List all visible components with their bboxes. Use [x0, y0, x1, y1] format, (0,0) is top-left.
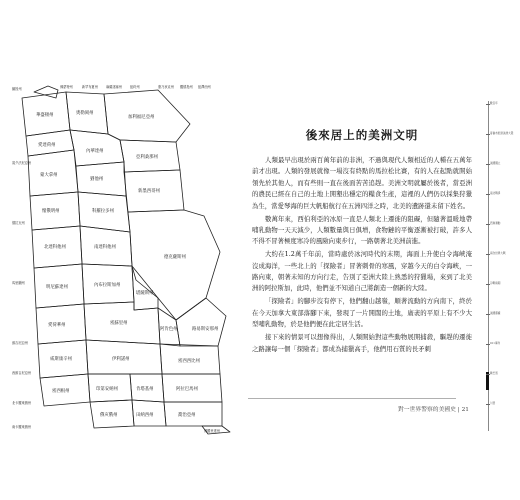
state-label-nd: 北達科他州: [44, 245, 66, 250]
state-label-mn: 明尼蘇達州: [46, 285, 68, 290]
state-label-nh: 新罕布夏州: [82, 85, 98, 89]
timeline-item: 西進運動: [490, 222, 501, 225]
timeline-item: 川普: [490, 402, 496, 405]
state-label-ri: 羅德島州: [180, 85, 193, 89]
state-label-nj: 紐澤西州: [198, 85, 211, 89]
state-label-sd: 南達科他州: [94, 245, 116, 250]
state-label-ca: 加利福尼亞州: [128, 115, 155, 120]
state-label-fl: 佛羅里達州: [204, 429, 220, 433]
state-label-ia: 愛荷華州: [48, 323, 66, 328]
state-label-nc: 北卡羅來納州: [12, 401, 32, 405]
timeline-current-marker: [486, 372, 489, 390]
state-label-me: 緬因州: [12, 87, 22, 91]
timeline-item: 哥倫布抵達美洲大陸: [490, 132, 514, 135]
timeline-item: 南北戰爭: [490, 192, 501, 195]
state-label-mt: 蒙大拿州: [40, 173, 58, 178]
state-label-de: 德拉瓦州: [12, 221, 25, 225]
state-label-ut: 猶他州: [90, 177, 104, 182]
timeline-item: 數百年: [490, 102, 498, 105]
state-label-ks: 堪薩斯州: [136, 291, 154, 296]
state-label-sc: 南卡羅來納州: [12, 425, 32, 429]
state-label-nv: 內華達州: [86, 149, 104, 154]
state-label-ga: 喬治亞州: [178, 413, 196, 418]
state-label-tx: 德克薩斯州: [164, 255, 186, 260]
paragraph: 大約在1.2萬千年前，當時處於冰河時代的末期，海面上升使白令海峽淹沒成海洋，一些北上的「探險者」冒著刺骨的寒風，穿越今天的白令海峽，一路向東，朝著未知的方向行走，告別了亞洲大陸上熟悉的狩獵場，來到了北美洲的阿拉斯加，此時，他們並不知道自己將創造一個新的大陸。: [252, 250, 472, 293]
footer-rule: [248, 398, 456, 399]
state-label-la: 路易斯安那州: [192, 327, 219, 332]
state-label-co: 科羅拉多州: [92, 209, 114, 214]
state-la-shape: [176, 298, 226, 346]
state-label-in: 印第安納州: [96, 387, 118, 392]
state-label-wi: 威斯康辛州: [50, 357, 72, 362]
state-ks-shape: [132, 266, 158, 310]
state-label-tn: 田納西州: [136, 413, 154, 418]
body-text: [252, 155, 472, 356]
state-label-wv: 西維吉尼亞州: [12, 371, 32, 375]
paragraph: 「探險者」的腳步沒有停下，他們翻山越嶺，順著流動的方向南下，終於在今天加拿大東部落腳下來，發現了一片開闊的土地，廣袤的平原上有不少大型哺乳動物，於是他們便在此定居生活。: [252, 297, 472, 329]
state-label-ma: 麻薩諸塞州: [106, 85, 122, 89]
timeline-item: 美國霸權: [490, 312, 501, 315]
us-states-map: [8, 84, 240, 436]
state-label-ky: 肯塔基州: [136, 387, 154, 392]
timeline-item: 冷戰時期: [490, 282, 501, 285]
state-tx-shape: [128, 210, 220, 320]
state-label-ar: 阿肯色州: [160, 327, 178, 332]
state-label-id: 愛達荷州: [38, 143, 56, 148]
state-label-mo: 密蘇里州: [110, 321, 128, 326]
timeline-item: 兩次世界大戰: [490, 252, 506, 255]
state-label-al: 阿拉巴馬州: [176, 387, 198, 392]
state-label-wy: 懷俄明州: [42, 209, 60, 214]
page-footer: 對一世界警察的美國史 | 21: [398, 407, 469, 413]
state-label-wa: 華盛頓州: [36, 113, 54, 118]
page-title: 後來居上的美洲文明: [305, 128, 419, 142]
state-label-mi: 密西根州: [52, 389, 70, 394]
state-label-ct: 康乃狄克州: [158, 85, 174, 89]
state-label-oh: 俄亥俄州: [100, 413, 118, 418]
state-label-ne: 內布拉斯加州: [94, 283, 121, 288]
state-label-va: 維吉尼亞州: [12, 341, 28, 345]
state-label-ms: 密西西比州: [178, 359, 200, 364]
paragraph: 數萬年來，西伯利亞的冰原一直是人類北上遷徙的阻礙，但隨著溫暖地帶哺乳動物一天天減少，人類數量與日俱增，食物鏈的平衡逐漸被打破，許多人不得不冒著極度寒冷的風險向東步行，一路朝著北美洲前進。: [252, 214, 472, 246]
timeline-item: 歐巴馬: [490, 372, 498, 375]
paragraph: 接下來的情景可以想像得出，人類開始對這些動物展開捕殺，驅趕的遷徙之路讓每一個「探險者」都成為捕獵高手，他們用石質的長矛刺: [252, 333, 472, 353]
state-label-az: 亞利桑那州: [136, 155, 158, 160]
timeline-item: 美國獨立: [490, 162, 501, 165]
state-label-pa: 賓夕法尼亞州: [12, 161, 32, 165]
state-label-ny: 紐約州: [130, 85, 140, 89]
paragraph: 人類最早出現於兩百萬年前的非洲，不過與現代人類相近的人種在五萬年前才出現。人類的發展就像一場沒有終點的馬拉松比賽，有的人在起點就開始領先於其他人，而有些則一直在後面苦苦追趕。美洲文明就屬於後者，當亞洲的農民已經在自己的土地上開墾出穩定的糧食生產，這裡的人們仍以採集狩獵為生，當愛琴海的巨大帆船航行在五洲四洋之時，北美的遺跡還未留下姓名。: [252, 156, 472, 210]
timeline-item: 911事件: [490, 342, 501, 345]
state-label-or: 奧勒岡州: [76, 111, 94, 116]
state-label-vt: 佛蒙特州: [60, 85, 73, 89]
state-label-md: 馬里蘭州: [12, 281, 25, 285]
state-label-nm: 新墨西哥州: [138, 189, 160, 194]
state-nv-shape: [70, 130, 124, 166]
state-label-il: 伊利諾州: [112, 357, 130, 362]
